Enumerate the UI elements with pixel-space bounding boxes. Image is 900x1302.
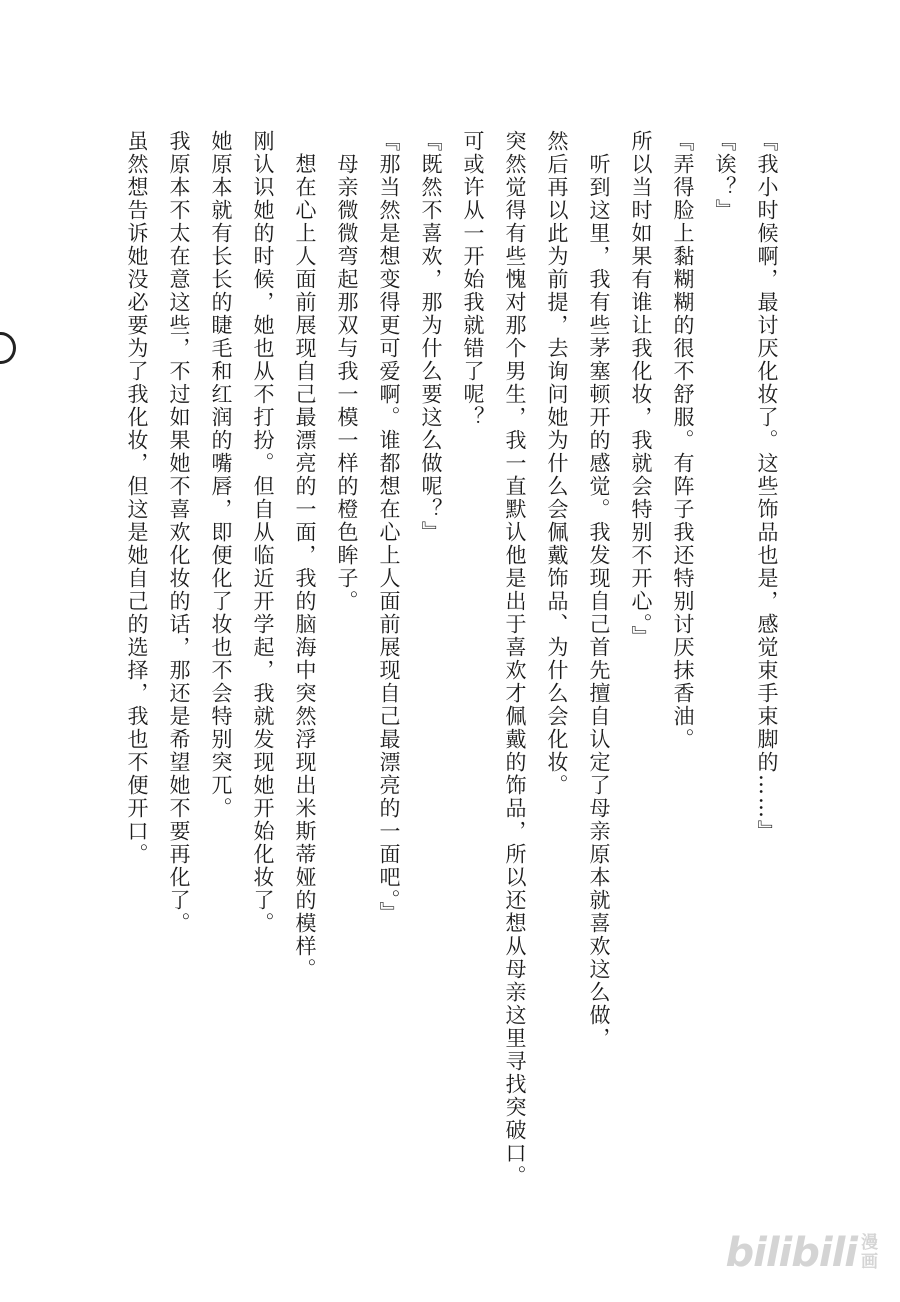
text-line: 虽然想告诉她没必要为了我化妆，但这是她自己的选择，我也不便开口。 [125,130,149,866]
text-line: 『那当然是想变得更可爱啊。谁都想在心上人面前展现自己最漂亮的一面吧。』 [377,130,401,925]
manhua-label [861,1234,878,1272]
text-line: 刚认识她的时候，她也从不打扮。但自从临近开学起，我就发现她开始化妆了。 [251,130,275,935]
text-line: 突然觉得有些愧对那个男生，我一直默认他是出于喜欢才佩戴的饰品，所以还想从母亲这里寻找突破口。 [503,130,527,1188]
text-line: 听到这里，我有些茅塞顿开的感觉。我发现自己首先擅自认定了母亲原本就喜欢这么做， [587,130,611,1050]
bilibili-manhua-watermark [725,1230,878,1276]
text-line: 『既然不喜欢，那为什么要这么做呢？』 [419,130,443,544]
text-line: 『我小时候啊，最讨厌化妆了。这些饰品也是，感觉束手束脚的……』 [755,130,779,843]
text-line: 她原本就有长长的睫毛和红润的嘴唇，即便化了妆也不会特别突兀。 [209,130,233,820]
text-line: 『弄得脸上黏糊糊的很不舒服。有阵子我还特别讨厌抹香油。 [671,130,695,751]
bilibili-logo: bilibili [725,1230,857,1276]
text-line: 所以当时如果有谁让我化妆，我就会特别不开心。』 [629,130,653,649]
text-line: 想在心上人面前展现自己最漂亮的一面，我的脑海中突然浮现出米斯蒂娅的模样。 [293,130,317,981]
vertical-text-block [116,130,788,1250]
edge-circle-mark [0,332,16,364]
text-line: 母亲微微弯起那双与我一模一样的橙色眸子。 [335,130,359,613]
text-line: 可或许从一开始我就错了呢？ [461,130,485,429]
manhua-label-bottom: 画 [861,1252,878,1272]
manhua-label-top: 漫 [861,1233,878,1253]
text-line: 我原本不太在意这些，不过如果她不喜欢化妆的话，那还是希望她不要再化了。 [167,130,191,935]
text-line: 『诶？』 [713,130,737,222]
text-line: 然后再以此为前提，去询问她为什么会佩戴饰品、为什么会化妆。 [545,130,569,797]
